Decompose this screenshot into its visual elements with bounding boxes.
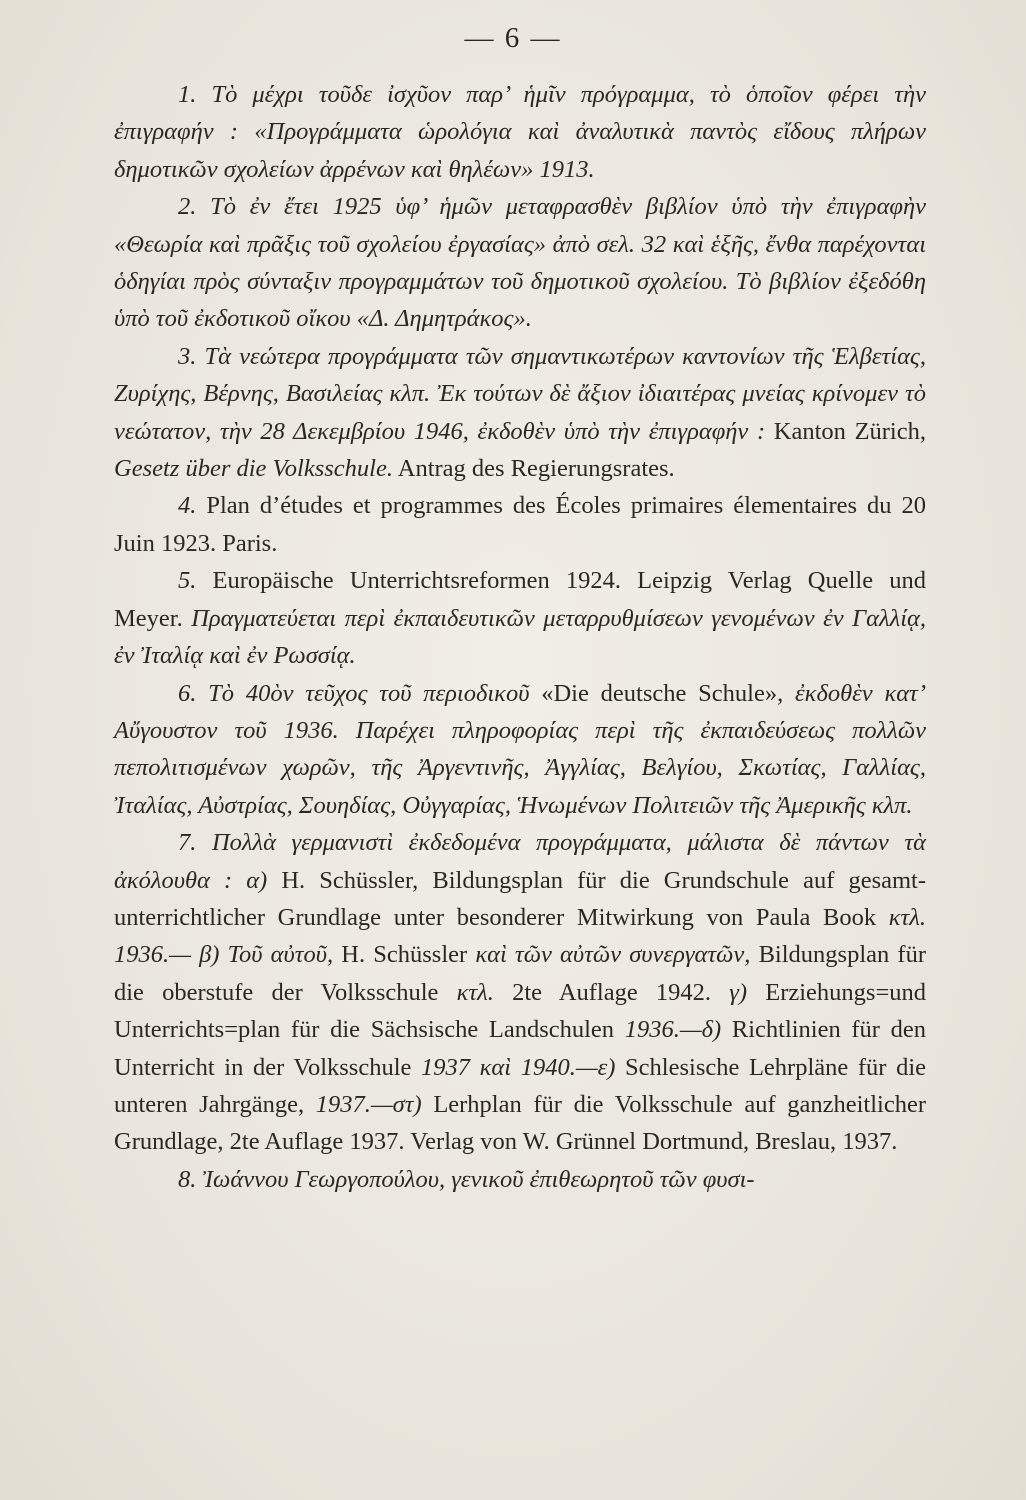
bibliography-entry-1 [114,76,926,188]
entry-text-latin: H. Schüssler, Bildungsplan für die Grundschule auf gesamt-unterrichtlicher Grundlage unter besonderer Mitwirkung von Paula Book [114,866,926,931]
entry-text-greek: Πολλὰ γερμανιστὶ ἐκδεδομένα προγράμματα, μάλιστα δὲ πάντων τὰ ἀκόλουθα : α) [114,829,926,894]
bibliography-entry-8 [114,1161,926,1198]
entry-text-latin-tail: Antrag des Regierungsrates. [397,455,675,483]
entry-text-greek: ἐκδοθὲν κατ’ Αὔγουστον τοῦ 1936. Παρέχει πληροφορίας περὶ τῆς ἐκπαιδεύσεως πολλῶν πεπολιτισμένων χωρῶν, τῆς Ἀργεντινῆς, Ἀγγλίας, Βελγίου, Σκωτίας, Γαλλίας, Ἰταλίας, Αὐστρίας, Σουηδίας, Οὐγγαρίας, Ἡνωμένων Πολιτειῶν τῆς Ἀμερικῆς κλπ. [114,679,926,819]
entry-text-latin: Richtlinien für den Unterricht in der Volksschule [114,1016,927,1081]
bibliography-entry-4 [114,487,926,562]
entry-text-greek: 1937 καὶ 1940.—ε) [421,1053,616,1081]
entry-text-greek: 1937.—στ) [315,1090,422,1118]
entry-text-latin: Schlesische Lehrpläne für die unteren Jahrgänge, [114,1053,927,1118]
entry-text-greek: Ἰωάννου Γεωργοπούλου, γενικοῦ ἐπιθεωρητοῦ τῶν φυσι- [202,1165,755,1193]
entry-text-latin: Bildungsplan für die oberstufe der Volksschule [114,941,926,1006]
bibliography-entry-3 [114,338,926,488]
entry-text: Τὸ μέχρι τοῦδε ἰσχῦον παρ’ ἡμῖν πρόγραμμα, τὸ ὁποῖον φέρει τὴν ἐπιγραφήν : «Προγράμματα ὡρολόγια καὶ ἀναλυτικὰ παντὸς εἴδους πλήρων δημοτικῶν σχολείων ἀρρένων καὶ θηλέων» 1913. [114,81,927,183]
bibliography-entry-2 [114,188,926,338]
entry-text-latin: Lerhplan für die Volksschule auf ganzheitlicher Grundlage, 2te Auflage 1937. Verlag von W. Grünnel Dortmund, Breslau, 1937. [114,1090,926,1156]
bibliography-entry-6 [114,675,926,825]
entry-text-greek: Τὰ νεώτερα προγράμματα τῶν σημαντικωτέρων καντονίων τῆς Ἑλβετίας, Ζυρίχης, Βέρνης, Βασιλείας κλπ. Ἐκ τούτων δὲ ἄξιον ἰδιαιτέρας μνείας κρίνομεν τὸ νεώτατον, τὴν 28 Δεκεμβρίου 1946, ἐκδοθὲν ὑπὸ τὴν ἐπιγραφήν : [114,342,926,445]
entry-number: 1. [178,81,197,108]
entry-text-greek: κτλ. 1936.— β) Τοῦ αὐτοῦ, [114,903,927,969]
entry-title-italic: Gesetz über die Volksschule. [114,455,393,483]
entry-text-latin: Europäische Unterrichtsreformen 1924. Leipzig Verlag Quelle und Meyer. [114,567,927,632]
entry-number: 4. [178,492,197,520]
entry-text-greek: κτλ. [456,978,494,1006]
entry-text-greek: 1936.—δ) [624,1016,722,1044]
entry-number: 2. [178,193,197,221]
entry-text-latin: Plan d’études et programmes des Écoles primaires élementaires du 20 Juin 1923. Paris. [114,492,926,557]
entry-text-greek: Πραγματεύεται περὶ ἐκπαιδευτικῶν μεταρρυθμίσεων γενομένων ἐν Γαλλίᾳ, ἐν Ἰταλίᾳ καὶ ἐν Ρωσσίᾳ. [114,604,926,670]
entry-text-greek-pre: Τὸ 40ὸν τεῦχος τοῦ περιοδικοῦ [208,679,530,707]
entry-text-greek: γ) [729,978,748,1006]
entry-text-latin: H. Schüssler [341,941,468,969]
entry-text: Τὸ ἐν ἔτει 1925 ὑφ’ ἡμῶν μεταφρασθὲν βιβλίον ὑπὸ τὴν ἐπιγραφὴν «Θεωρία καὶ πρᾶξις τοῦ σχολείου ἐργασίας» ἀπὸ σελ. 32 καὶ ἑξῆς, ἔνθα παρέχονται ὁδηγίαι πρὸς σύνταξιν προγραμμάτων τοῦ δημοτικοῦ σχολείου. Τὸ βιβλίον ἐξεδόθη ὑπὸ τοῦ ἐκδοτικοῦ οἴκου «Δ. Δημητράκος». [114,193,927,333]
entry-text-latin: 2te Auflage 1942. [512,978,712,1006]
entry-number: 7. [178,829,197,857]
bibliography-entry-7 [114,824,926,1161]
page-number: — 6 — [464,22,562,54]
entry-number: 5. [178,567,197,595]
bibliography-list [114,76,926,1198]
entry-text-latin: Kanton Zürich, [773,417,926,445]
entry-text-greek: καὶ τῶν αὐτῶν συνεργατῶν, [475,941,751,969]
entry-number: 6. [178,679,197,707]
entry-number: 3. [178,342,197,370]
entry-text-latin: Erziehungs=und Unterrichts=plan für die Sächsische Landschulen [114,978,927,1044]
entry-text-latin: «Die deutsche Schule», [541,679,784,707]
entry-number: 8. [178,1165,197,1193]
bibliography-entry-5 [114,562,926,674]
